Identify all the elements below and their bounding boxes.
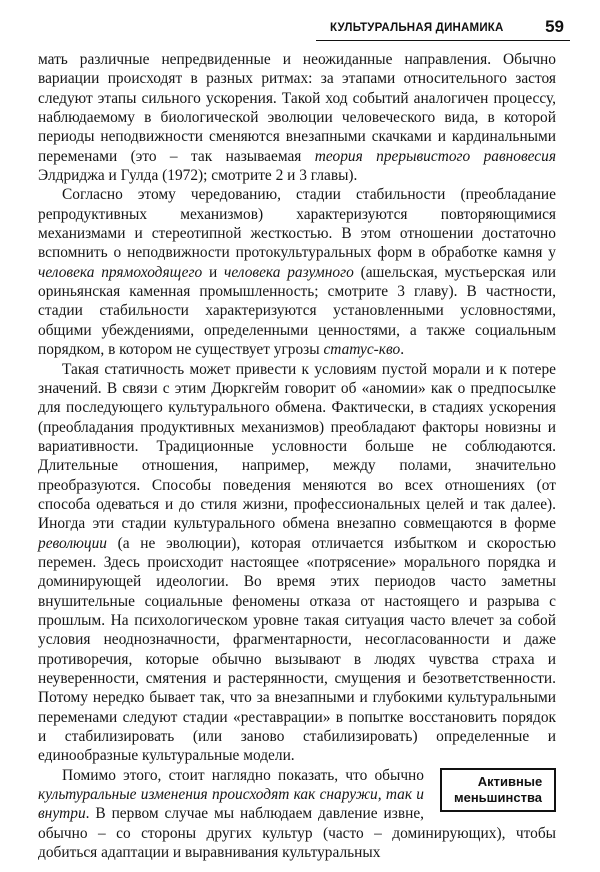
- sidebar-keyword-line-1: Активные: [477, 773, 543, 789]
- sidebar-keyword-line-2: меньшинства: [453, 789, 543, 805]
- paragraph-3-text: Такая статичность может привести к условиям пустой морали и к потере значений. В связи с этим Дюркгейм говорит об «аномии» как о предпосылке для последующего культурального обмена. Фактически, в стадиях ускорения (преобладания продуктивных механизмов) преобладают факторы новизны и вариативности. Традиционные условности больше не соблюдаются. Длительные отношения, например, между полами, значительно преобразуются. Способы поведения меняются во всех отношениях (от способа одеваться и до стиля жизни, профессиональных целей и так далее). Иногда эти стадии культурального обмена внезапно совмещаются в форме: [38, 360, 556, 533]
- paragraph-2: [38, 185, 556, 359]
- paragraph-4: [38, 766, 556, 863]
- paragraph-1-text-end: Элдриджа и Гулда (1972); смотрите 2 и 3 главы).: [38, 167, 358, 185]
- running-title: КУЛЬТУРАЛЬНАЯ ДИНАМИКА: [330, 22, 504, 34]
- paragraph-2-emphasis-3: статус-кво: [323, 341, 401, 359]
- paragraph-1-emphasis: теория прерывистого равновесия: [314, 147, 556, 165]
- running-head: [330, 18, 570, 40]
- paragraph-1-text: мать различные непредвиденные и неожиданные направления. Обычно вариации происходят в разных ритмах: за этапами относительного застоя следуют этапы сильного ускорения. Такой ход событий аналогичен процессу, наблюдаемому в биологической эволюции человеческого вида, в которой периоды неподвижности сменяются внезапными скачками и кардинальными переменами (это – так называемая: [38, 51, 556, 165]
- paragraph-3: [38, 360, 556, 766]
- paragraph-2-emphasis-1: человека прямоходящего: [38, 263, 203, 281]
- sidebar-keyword-box: [440, 768, 556, 812]
- paragraph-2-text-2: и: [202, 263, 224, 281]
- page-number: 59: [545, 17, 564, 36]
- paragraph-3-text-end: (а не эволюции), которая отличается избытком и скоростью перемен. Здесь происходит настоящее «потрясение» морального порядка и доминирующей идеологии. Во время этих периодов часто заметны внушительные социальные феномены отказа от настоящего и разрыва с прошлым. На психологическом уровне такая ситуация часто влечет за собой условия неоднозначности, фрагментарности, несогласованности и даже противоречия, которые обычно вызывают в людях чувства страха и неуверенности, смятения и растерянности, смущения и безответственности. Потому нередко бывает так, что за внезапными и глубокими культуральными переменами следуют стадии «реставрации» в попытке восстановить порядок и стабилизировать (или заново стабилизировать) определенные и единообразные культуральные модели.: [38, 534, 556, 765]
- paragraph-1: [38, 50, 556, 185]
- paragraph-2-text: Согласно этому чередованию, стадии стабильности (преобладание репродуктивных механизмов) характеризуются повторяющимися механизмами и стереотипной жесткостью. В этом отношении достаточно вспомнить о неподвижности протокультуральных форм в обработке камня у: [38, 186, 556, 262]
- paragraph-4-text-end: . В первом случае мы наблюдаем давление извне, обычно – со стороны других культур (часто – доминирующих), чтобы добиться адаптации и выравнивания культуральных: [38, 805, 556, 862]
- paragraph-4-emphasis: культуральные изменения происходят как снаружи, так и внутри: [38, 786, 424, 823]
- header-rule: [316, 40, 570, 41]
- paragraph-2-emphasis-2: человека разумного: [224, 263, 354, 281]
- paragraph-4-text: Помимо этого, стоит наглядно показать, что обычно: [62, 766, 424, 784]
- paragraph-2-text-end: .: [400, 341, 405, 359]
- body-text: [38, 50, 556, 862]
- paragraph-2-text-3: (ашельская, мустьерская или ориньянская каменная промышленность; смотрите 3 главу). В частности, стадии стабильности характеризуются установленными условностями, общими убеждениями, определенными ценностями, а также социальным порядком, в котором не существует угрозы: [38, 263, 557, 359]
- paragraph-3-emphasis: революции: [38, 534, 107, 552]
